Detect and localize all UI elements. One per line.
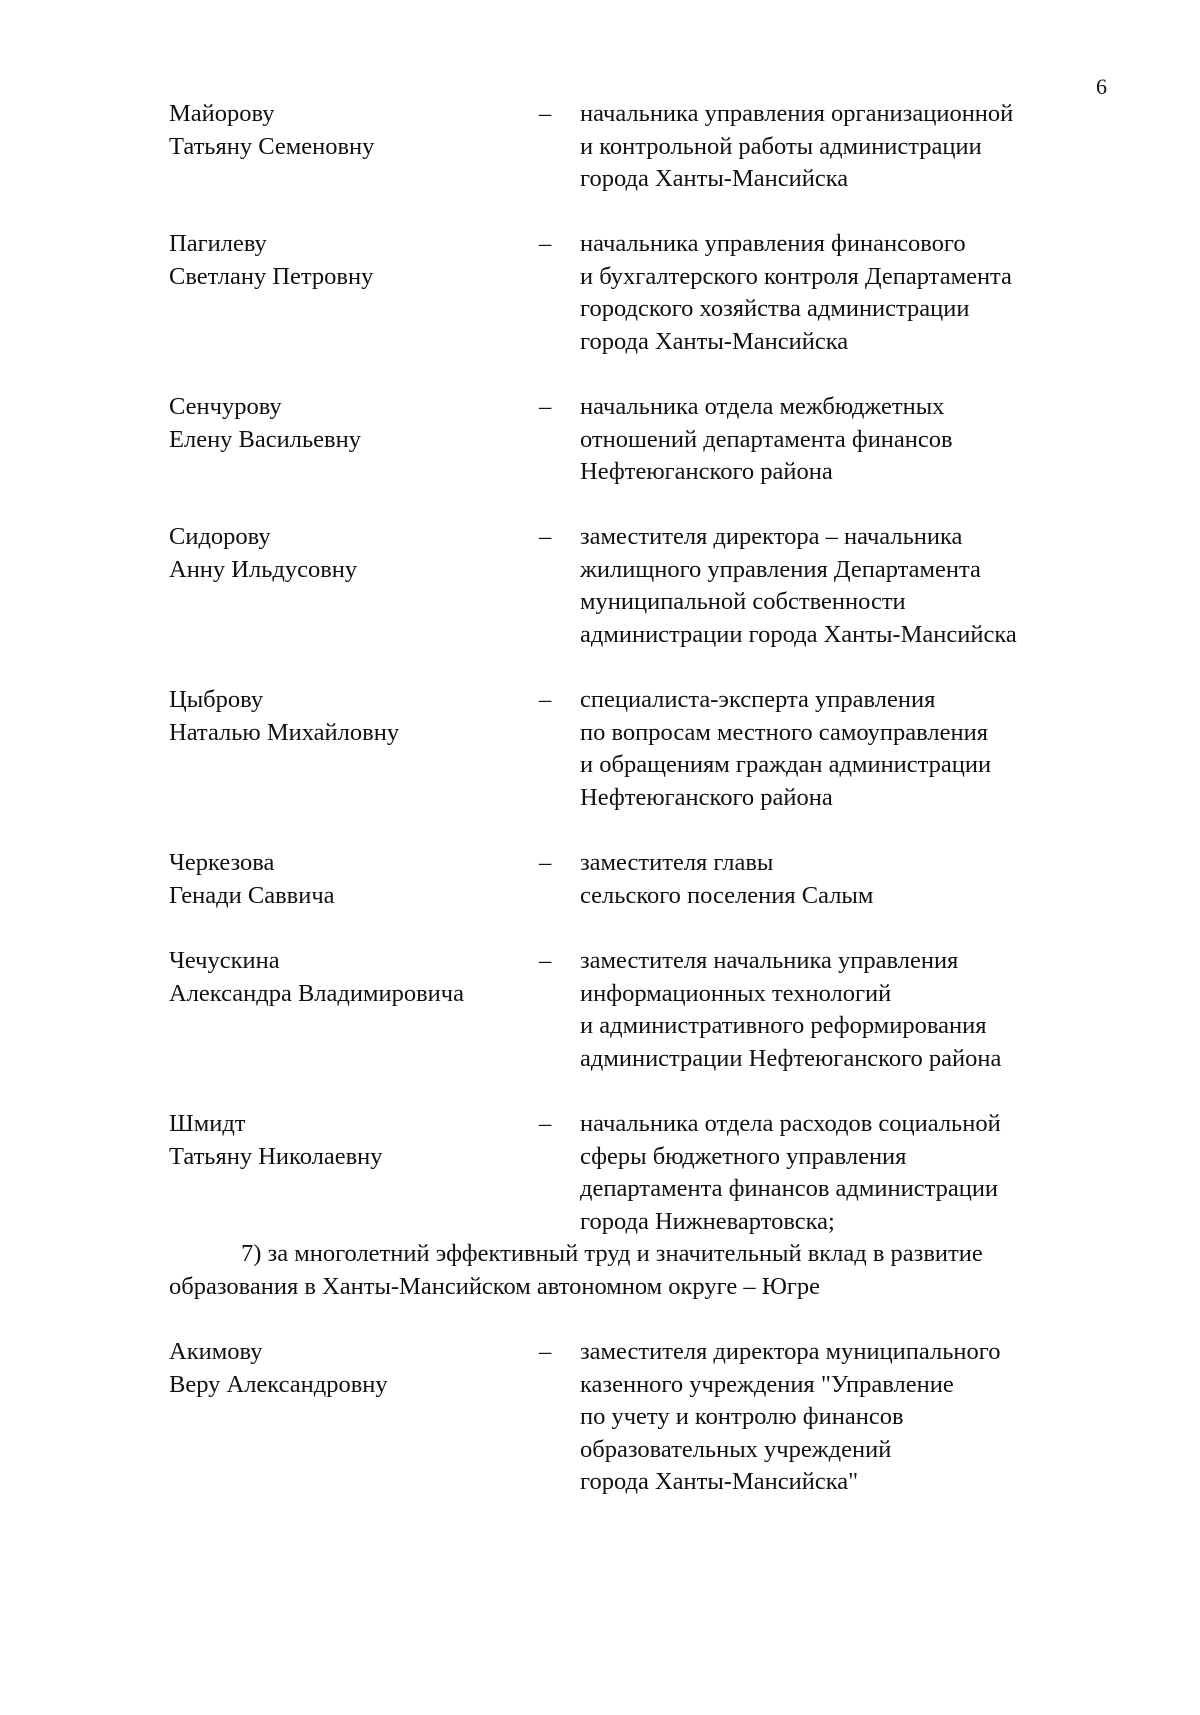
section-heading-paragraph bbox=[169, 1238, 1119, 1303]
dash-separator: – bbox=[539, 100, 552, 127]
position-line: начальника управления финансового bbox=[580, 230, 966, 257]
position-line: заместителя главы bbox=[580, 849, 774, 876]
dash-separator: – bbox=[539, 1338, 552, 1365]
position-line: начальника управления организационной bbox=[580, 100, 1014, 127]
given-names: Александра Владимировича bbox=[169, 979, 464, 1007]
position-description bbox=[580, 98, 1013, 196]
person-name bbox=[169, 98, 374, 163]
given-names: Елену Васильевну bbox=[169, 425, 361, 453]
dash-separator: – bbox=[539, 523, 552, 550]
position-line: Нефтеюганского района bbox=[580, 458, 833, 486]
person-name bbox=[169, 945, 464, 1010]
position-description bbox=[580, 945, 1001, 1075]
position-line: и обращениям граждан администрации bbox=[580, 751, 992, 779]
position-line: заместителя директора – начальника bbox=[580, 523, 963, 550]
dash-separator: – bbox=[539, 686, 552, 713]
dash-separator: – bbox=[539, 230, 552, 257]
surname: Майорову bbox=[169, 100, 275, 127]
position-line: заместителя директора муниципального bbox=[580, 1338, 1001, 1365]
person-name bbox=[169, 521, 357, 586]
position-line: сельского поселения Салым bbox=[580, 881, 874, 909]
position-description bbox=[580, 1108, 1001, 1238]
dash-separator: – bbox=[539, 1110, 552, 1137]
given-names: Веру Александровну bbox=[169, 1370, 388, 1398]
surname: Пагилеву bbox=[169, 230, 267, 257]
surname: Цыброву bbox=[169, 686, 264, 713]
given-names: Наталью Михайловну bbox=[169, 718, 400, 746]
position-line: муниципальной собственности bbox=[580, 588, 906, 616]
position-line: казенного учреждения "Управление bbox=[580, 1370, 954, 1398]
person-name bbox=[169, 1108, 383, 1173]
dash-separator: – bbox=[539, 849, 552, 876]
position-line: по учету и контролю финансов bbox=[580, 1403, 904, 1431]
position-description bbox=[580, 228, 1012, 358]
person-name bbox=[169, 391, 361, 456]
paragraph-line: 7) за многолетний эффективный труд и значительный вклад в развитие bbox=[241, 1240, 983, 1267]
position-line: по вопросам местного самоуправления bbox=[580, 718, 988, 746]
position-description bbox=[580, 684, 991, 814]
given-names: Анну Ильдусовну bbox=[169, 555, 358, 583]
position-line: города Ханты-Мансийска" bbox=[580, 1468, 859, 1496]
position-line: и бухгалтерского контроля Департамента bbox=[580, 262, 1012, 290]
position-line: образовательных учреждений bbox=[580, 1435, 892, 1463]
position-line: города Нижневартовска; bbox=[580, 1207, 835, 1235]
person-name bbox=[169, 684, 399, 749]
surname: Чечускина bbox=[169, 947, 280, 974]
given-names: Светлану Петровну bbox=[169, 262, 374, 290]
person-name bbox=[169, 228, 373, 293]
position-line: Нефтеюганского района bbox=[580, 783, 833, 811]
surname: Шмидт bbox=[169, 1110, 246, 1137]
dash-separator: – bbox=[539, 947, 552, 974]
position-line: и административного реформирования bbox=[580, 1012, 987, 1040]
given-names: Татьяну Николаевну bbox=[169, 1142, 383, 1170]
person-name bbox=[169, 1336, 388, 1401]
position-line: информационных технологий bbox=[580, 979, 892, 1007]
position-line: города Ханты-Мансийска bbox=[580, 165, 849, 193]
position-line: города Ханты-Мансийска bbox=[580, 327, 849, 355]
position-line: и контрольной работы администрации bbox=[580, 132, 982, 160]
position-description bbox=[580, 521, 1017, 651]
position-line: начальника отдела расходов социальной bbox=[580, 1110, 1001, 1137]
position-line: заместителя начальника управления bbox=[580, 947, 959, 974]
surname: Черкезова bbox=[169, 849, 275, 876]
position-line: начальника отдела межбюджетных bbox=[580, 393, 945, 420]
given-names: Татьяну Семеновну bbox=[169, 132, 375, 160]
position-line: департамента финансов администрации bbox=[580, 1175, 999, 1203]
position-description bbox=[580, 391, 953, 489]
surname: Акимову bbox=[169, 1338, 263, 1365]
position-description bbox=[580, 1336, 1000, 1499]
surname: Сидорову bbox=[169, 523, 271, 550]
person-name bbox=[169, 847, 335, 912]
position-line: городского хозяйства администрации bbox=[580, 295, 970, 323]
position-line: жилищного управления Департамента bbox=[580, 555, 981, 583]
given-names: Генади Саввича bbox=[169, 881, 335, 909]
position-description bbox=[580, 847, 873, 912]
page-number: 6 bbox=[1096, 74, 1107, 99]
position-line: администрации города Ханты-Мансийска bbox=[580, 620, 1017, 648]
position-line: специалиста-эксперта управления bbox=[580, 686, 936, 713]
surname: Сенчурову bbox=[169, 393, 282, 420]
dash-separator: – bbox=[539, 393, 552, 420]
position-line: сферы бюджетного управления bbox=[580, 1142, 907, 1170]
position-line: отношений департамента финансов bbox=[580, 425, 953, 453]
position-line: администрации Нефтеюганского района bbox=[580, 1044, 1002, 1072]
paragraph-line: образования в Ханты-Мансийском автономном округе – Югре bbox=[169, 1272, 821, 1300]
